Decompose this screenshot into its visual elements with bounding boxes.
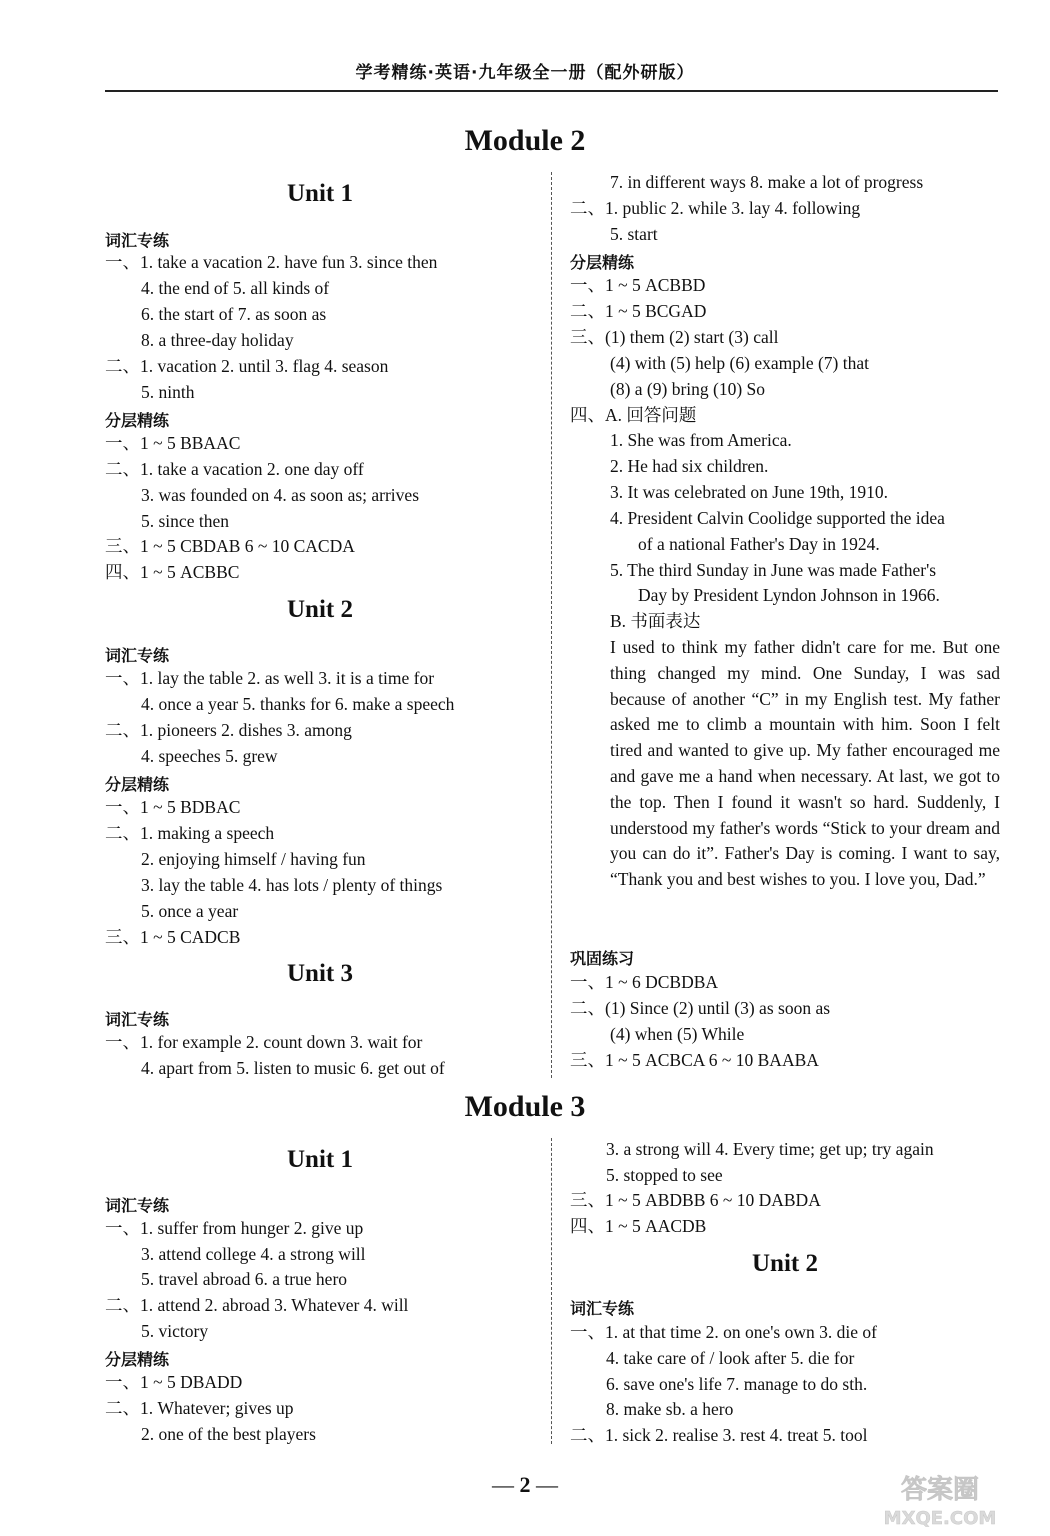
m2-u2-layer-line: 5. once a year (141, 901, 239, 921)
m2-u2-layer-line: 二、1. making a speech (105, 823, 275, 843)
module-3-title: Module 3 (464, 1090, 586, 1123)
m3-u1-layer-line: 二、1. Whatever; gives up (105, 1398, 294, 1418)
m2-unit-2-title: Unit 2 (287, 596, 353, 623)
m2-unit-3-title: Unit 3 (287, 960, 353, 987)
m2-u3-layer-line: 3. It was celebrated on June 19th, 1910. (610, 482, 888, 502)
m2-u2-vocab-label: 词汇专练 (105, 646, 170, 665)
m2-u1-layer-line: 3. was founded on 4. as soon as; arrives (141, 485, 420, 505)
m2-u3-vocab-label: 词汇专练 (105, 1010, 170, 1029)
m3-u1-layer-line: 2. one of the best players (141, 1424, 316, 1444)
m2-u1-vocab-line: 二、1. vacation 2. until 3. flag 4. season (105, 356, 389, 376)
module-2-title: Module 2 (464, 124, 586, 157)
m3-unit-2-title: Unit 2 (752, 1250, 818, 1277)
m3-u1-vocab-line: 一、1. suffer from hunger 2. give up (105, 1218, 364, 1238)
m2-u1-vocab-line: 6. the start of 7. as soon as (141, 304, 327, 324)
m2-u2-layer-label: 分层精练 (105, 775, 170, 794)
m2-u3-layer-line: 四、A. 回答问题 (570, 405, 697, 425)
m2-u1-layer-line: 四、1 ~ 5 ACBBC (105, 562, 240, 582)
m2-consolidate-line: 二、(1) Since (2) until (3) as soon as (570, 998, 831, 1018)
m3-u2-vocab-line: 一、1. at that time 2. on one's own 3. die of (570, 1322, 877, 1342)
m2-consolidate-line: 一、1 ~ 6 DCBDBA (570, 972, 719, 992)
m2-u1-layer-line: 一、1 ~ 5 BBAAC (105, 433, 241, 453)
m2-right-line: 二、1. public 2. while 3. lay 4. following (570, 198, 861, 218)
m2-u1-layer-line: 二、1. take a vacation 2. one day off (105, 459, 364, 479)
m3-right-line: 5. stopped to see (606, 1165, 723, 1185)
svg-text:MXQE.COM: MXQE.COM (883, 1508, 997, 1529)
column-divider (551, 172, 552, 1078)
m3-u1-vocab-line: 二、1. attend 2. abroad 3. Whatever 4. will (105, 1295, 409, 1315)
column-divider (551, 1138, 552, 1444)
m3-right-line: 三、1 ~ 5 ABDBB 6 ~ 10 DABDA (570, 1190, 821, 1210)
m2-u2-vocab-line: 4. once a year 5. thanks for 6. make a speech (141, 694, 455, 714)
page-number: — 2 — (492, 1472, 558, 1497)
m2-u2-vocab-line: 4. speeches 5. grew (141, 746, 278, 766)
m3-u1-vocab-label: 词汇专练 (105, 1196, 170, 1215)
m2-right-line: 5. start (610, 224, 658, 244)
m2-u1-vocab-label: 词汇专练 (105, 231, 170, 250)
m2-u1-vocab-line: 8. a three-day holiday (141, 330, 294, 350)
m2-u1-layer-line: 5. since then (141, 511, 229, 531)
m2-u3-layer-label: 分层精练 (570, 253, 635, 272)
m2-u2-layer-line: 2. enjoying himself / having fun (141, 849, 366, 869)
m2-consolidate-label: 巩固练习 (570, 949, 635, 968)
m2-u2-vocab-line: 二、1. pioneers 2. dishes 3. among (105, 720, 352, 740)
m2-u2-layer-line: 三、1 ~ 5 CADCB (105, 927, 241, 947)
m2-u3-layer-line: 4. President Calvin Coolidge supported the idea (610, 508, 945, 528)
m2-u3-layer-line: 2. He had six children. (610, 456, 769, 476)
m2-u3-layer-line: (8) a (9) bring (10) So (610, 379, 766, 399)
m2-u1-vocab-line: 5. ninth (141, 382, 195, 402)
m2-u1-layer-label: 分层精练 (105, 411, 170, 430)
book-header: 学考精练·英语·九年级全一册（配外研版） (355, 63, 695, 83)
m2-u1-vocab-line: 一、1. take a vacation 2. have fun 3. since then (105, 252, 438, 272)
m2-u3-layer-line: 二、1 ~ 5 BCGAD (570, 301, 707, 321)
header-rule (105, 90, 998, 92)
m3-right-line: 四、1 ~ 5 AACDB (570, 1216, 707, 1236)
m3-u2-vocab-label: 词汇专练 (570, 1299, 635, 1318)
m2-u3-vocab-line: 4. apart from 5. listen to music 6. get out of (141, 1058, 445, 1078)
m2-u2-layer-line: 3. lay the table 4. has lots / plenty of things (141, 875, 443, 895)
m3-u2-vocab-line: 6. save one's life 7. manage to do sth. (606, 1374, 868, 1394)
m2-u3-layer-line: of a national Father's Day in 1924. (638, 534, 880, 554)
m3-u2-vocab-line: 8. make sb. a hero (606, 1399, 734, 1419)
watermark-logo (850, 1466, 1030, 1530)
page-number-value: 2 (519, 1472, 531, 1497)
m2-right-line: 7. in different ways 8. make a lot of progress (610, 172, 924, 192)
m2-u1-layer-line: 三、1 ~ 5 CBDAB 6 ~ 10 CACDA (105, 536, 355, 556)
m2-unit-1-title: Unit 1 (287, 180, 353, 207)
m2-u3-layer-line: 1. She was from America. (610, 430, 792, 450)
m3-u1-vocab-line: 3. attend college 4. a strong will (141, 1244, 366, 1264)
svg-text:答案圈: 答案圈 (900, 1475, 980, 1505)
m3-u1-layer-line: 一、1 ~ 5 DBADD (105, 1372, 243, 1392)
m2-u2-layer-line: 一、1 ~ 5 BDBAC (105, 797, 241, 817)
m2-u1-vocab-line: 4. the end of 5. all kinds of (141, 278, 330, 298)
m2-consolidate-line: 三、1 ~ 5 ACBCA 6 ~ 10 BAABA (570, 1050, 819, 1070)
m3-u2-vocab-line: 二、1. sick 2. realise 3. rest 4. treat 5. tool (570, 1425, 868, 1445)
m2-u3-essay: I used to think my father didn't care for me. But one thing changed my mind. One Sunday, I was sad because of another “C” in my English test. My father asked me to climb a mountain with him. Soon I felt tired and wanted to give up. My father encouraged me and gave me a hand when necessary. At last, we got to the top. Then I found it wasn't so hard. Suddenly, I understood my father's words “Stick to your dream and you can do it”. Father's Day is coming. I want to say, “Thank you and best wishes to you. I love you, Dad.” (610, 637, 1000, 890)
m3-u2-vocab-line: 4. take care of / look after 5. die for (606, 1348, 855, 1368)
m2-u3-layer-line: B. 书面表达 (610, 611, 701, 631)
m2-u3-layer-line: (4) with (5) help (6) example (7) that (610, 353, 870, 373)
m3-u1-layer-label: 分层精练 (105, 1350, 170, 1369)
m2-u3-layer-line: 一、1 ~ 5 ACBBD (570, 275, 706, 295)
m2-u3-layer-line: 三、(1) them (2) start (3) call (570, 327, 779, 347)
m3-u1-vocab-line: 5. travel abroad 6. a true hero (141, 1269, 348, 1289)
m2-consolidate-line: (4) when (5) While (610, 1024, 745, 1044)
m2-u3-vocab-line: 一、1. for example 2. count down 3. wait for (105, 1032, 423, 1052)
m3-unit-1-title: Unit 1 (287, 1146, 353, 1173)
m2-u3-layer-line: Day by President Lyndon Johnson in 1966. (638, 585, 940, 605)
m2-u3-layer-line: 5. The third Sunday in June was made Father's (610, 560, 937, 580)
m3-u1-vocab-line: 5. victory (141, 1321, 209, 1341)
m3-right-line: 3. a strong will 4. Every time; get up; try again (606, 1139, 934, 1159)
m2-u2-vocab-line: 一、1. lay the table 2. as well 3. it is a time for (105, 668, 435, 688)
